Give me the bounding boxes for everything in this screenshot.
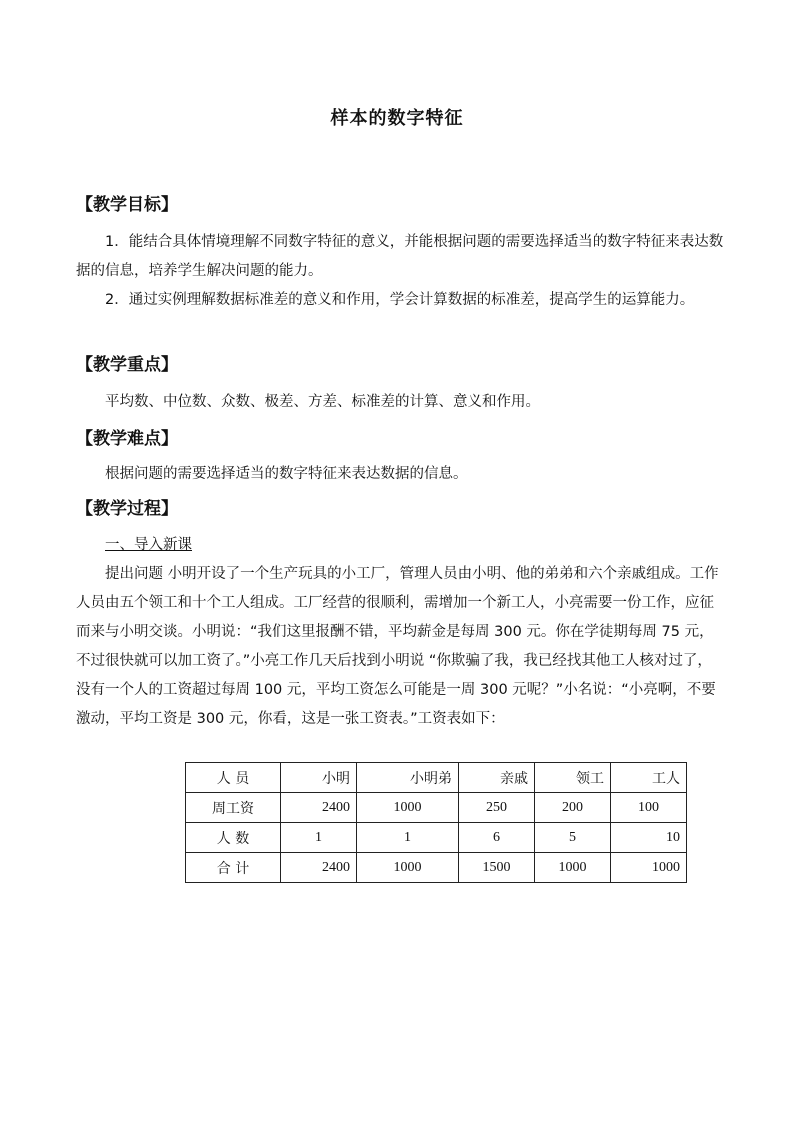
goal-item-1: 1．能结合具体情境理解不同数字特征的意义，并能根据问题的需要选择适当的数字特征来表达数据的信息，培养学生解决问题的能力。 bbox=[76, 234, 724, 279]
table-cell: 2400 bbox=[281, 853, 357, 883]
table-cell: 5 bbox=[534, 823, 610, 853]
table-cell: 1000 bbox=[534, 853, 610, 883]
table-cell: 2400 bbox=[281, 793, 357, 823]
table-cell: 100 bbox=[610, 793, 686, 823]
table-header-cell: 小明 bbox=[281, 763, 357, 793]
table-row bbox=[186, 823, 687, 853]
goal-item-2: 2．通过实例理解数据标准差的意义和作用，学会计算数据的标准差，提高学生的运算能力。 bbox=[105, 292, 695, 308]
table-cell: 1000 bbox=[610, 853, 686, 883]
table-cell: 1000 bbox=[357, 853, 459, 883]
process-story: 提出问题 小明开设了一个生产玩具的小工厂，管理人员由小明、他的弟弟和六个亲戚组成。工作人员由五个领工和十个工人组成。工厂经营的很顺利，需增加一个新工人，小亮需要一份工作，应征而来与小明交谈。小明说：“我们这里报酬不错，平均薪金是每周 300 元。你在学徒期每周 75 元，不过很快就可以加工资了。”小亮工作几天后找到小明说 “你欺骗了我，我已经找其他工人核对过了，没有一个人的工资超过每周 100 元，平均工资怎么可能是一周 300 元呢？”小名说：“小亮啊，不要激动，平均工资是 300 元，你看，这是一张工资表。”工资表如下： bbox=[76, 566, 719, 727]
intro-subheading: 一、导入新课 bbox=[105, 537, 192, 553]
table-header-row bbox=[186, 763, 687, 793]
wage-table bbox=[185, 762, 687, 883]
row-label: 人 数 bbox=[186, 823, 281, 853]
table-cell: 1 bbox=[357, 823, 459, 853]
table-row bbox=[186, 793, 687, 823]
table-cell: 1000 bbox=[357, 793, 459, 823]
difficulties-text-block bbox=[76, 460, 724, 489]
key-points-heading: 【教学重点】 bbox=[76, 355, 178, 375]
goals-heading: 【教学目标】 bbox=[76, 195, 178, 215]
table-cell: 1 bbox=[281, 823, 357, 853]
table-cell: 200 bbox=[534, 793, 610, 823]
goals-list bbox=[76, 228, 724, 315]
table-row bbox=[186, 853, 687, 883]
table-header-cell: 领工 bbox=[534, 763, 610, 793]
table-cell: 1500 bbox=[458, 853, 534, 883]
page-title: 样本的数字特征 bbox=[330, 108, 464, 129]
table-header-cell: 小明弟 bbox=[357, 763, 459, 793]
table-cell: 10 bbox=[610, 823, 686, 853]
key-points-text-block bbox=[76, 388, 724, 417]
table-header-cell: 人 员 bbox=[186, 763, 281, 793]
process-subheading bbox=[76, 531, 724, 560]
table-header-cell: 亲戚 bbox=[458, 763, 534, 793]
row-label: 周工资 bbox=[186, 793, 281, 823]
table-header-cell: 工人 bbox=[610, 763, 686, 793]
key-points-text: 平均数、中位数、众数、极差、方差、标准差的计算、意义和作用。 bbox=[105, 394, 540, 410]
difficulties-heading: 【教学难点】 bbox=[76, 429, 178, 449]
table-cell: 250 bbox=[458, 793, 534, 823]
difficulties-text: 根据问题的需要选择适当的数字特征来表达数据的信息。 bbox=[105, 466, 468, 482]
table-cell: 6 bbox=[458, 823, 534, 853]
process-heading: 【教学过程】 bbox=[76, 499, 178, 519]
row-label: 合 计 bbox=[186, 853, 281, 883]
process-body bbox=[76, 531, 724, 734]
